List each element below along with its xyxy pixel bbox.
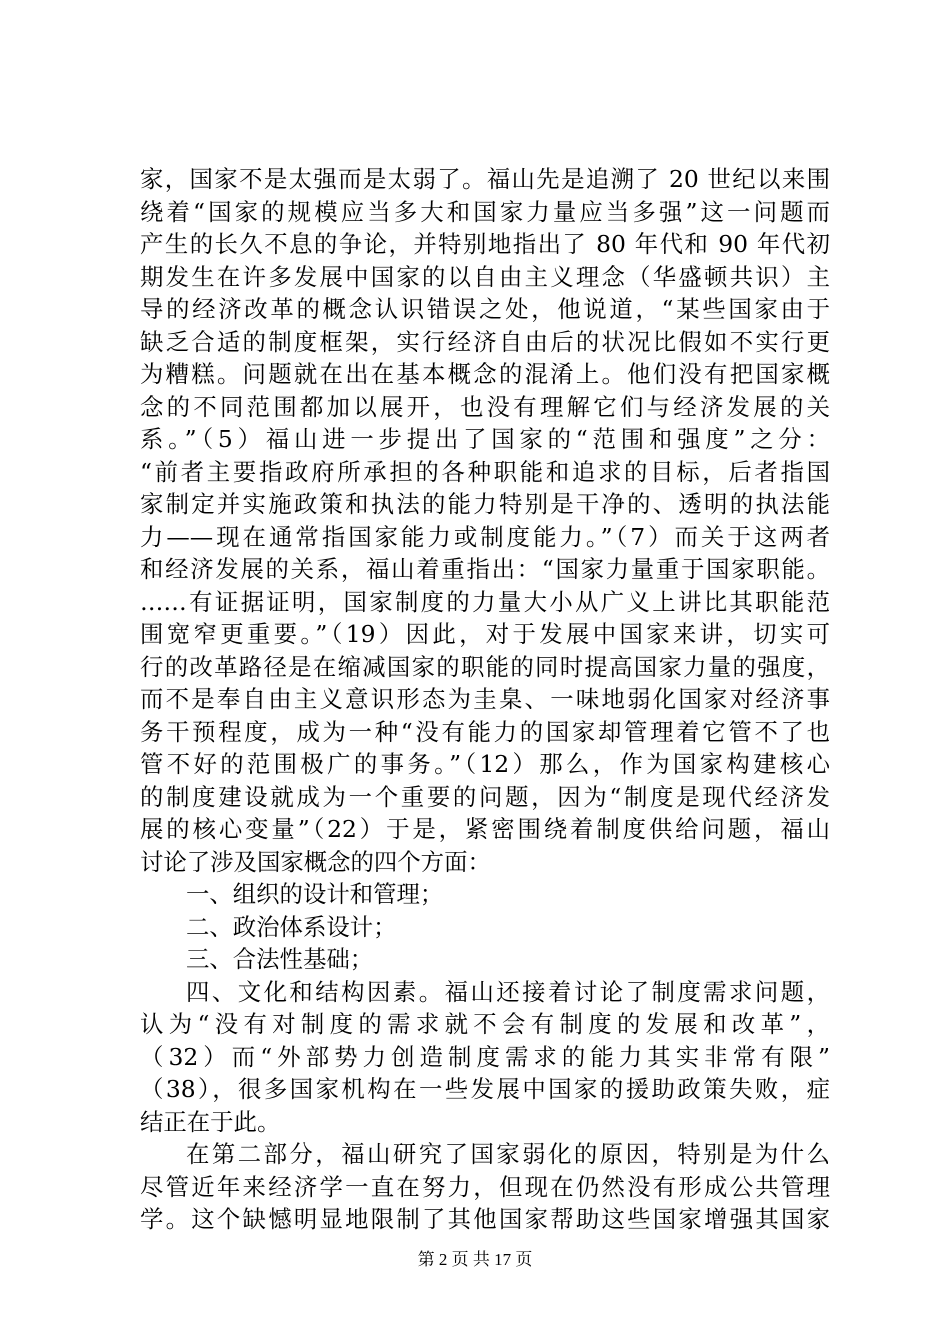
text-line: ……有证据证明，国家制度的力量大小从广义上讲比其职能范 [140, 587, 830, 616]
text-line: 讨论了涉及国家概念的四个方面： [140, 847, 491, 876]
text-line: 为糟糕。问题就在出在基本概念的混淆上。他们没有把国家概 [140, 360, 830, 388]
page-footer: 第 2 页 共 17 页 [417, 1250, 533, 1269]
text-line: （32）而“外部势力创造制度需求的能力其实非常有限” [140, 1042, 830, 1071]
text-line: 缺乏合适的制度框架，实行经济自由后的状况比假如不实行更 [140, 327, 830, 356]
text-line: 导的经济改革的概念认识错误之处，他说道，“某些国家由于 [140, 295, 830, 323]
text-line: （38），很多国家机构在一些发展中国家的援助政策失败，症 [140, 1075, 830, 1103]
body-text [140, 163, 830, 1236]
text-line: 家，国家不是太强而是太弱了。福山先是追溯了 20 世纪以来围 [140, 165, 830, 193]
text-line: 系。”（5）福山进一步提出了国家的“范围和强度”之分： [140, 425, 830, 453]
text-line: 尽管近年来经济学一直在努力，但现在仍然没有形成公共管理 [140, 1172, 830, 1201]
text-line: “前者主要指政府所承担的各种职能和追求的目标，后者指国 [140, 457, 830, 486]
text-line: 和经济发展的关系，福山着重指出：“国家力量重于国家职能。 [140, 555, 830, 583]
text-line: 在第二部分，福山研究了国家弱化的原因，特别是为什么 [186, 1140, 830, 1168]
text-line: 行的改革路径是在缩减国家的职能的同时提高国家力量的强度， [140, 652, 830, 681]
text-line: 而不是奉自由主义意识形态为圭臬、一味地弱化国家对经济事 [140, 685, 830, 713]
text-line: 务干预程度，成为一种“没有能力的国家却管理着它管不了也 [140, 717, 830, 746]
text-line: 围宽窄更重要。”（19）因此，对于发展中国家来讲，切实可 [140, 620, 830, 648]
text-line: 产生的长久不息的争论，并特别地指出了 80 年代和 90 年代初 [140, 230, 830, 258]
text-line: 二、政治体系设计； [186, 912, 397, 941]
text-line: 结正在于此。 [140, 1107, 281, 1136]
text-line: 三、合法性基础； [186, 945, 374, 973]
text-line: 力——现在通常指国家能力或制度能力。”（7）而关于这两者 [140, 522, 830, 551]
text-line: 家制定并实施政策和执法的能力特别是干净的、透明的执法能 [140, 490, 830, 518]
text-line: 念的不同范围都加以展开，也没有理解它们与经济发展的关 [140, 392, 830, 421]
text-line: 学。这个缺憾明显地限制了其他国家帮助这些国家增强其国家 [140, 1205, 830, 1233]
text-line: 四、文化和结构因素。福山还接着讨论了制度需求问题， [186, 977, 830, 1006]
text-line: 展的核心变量”（22）于是，紧密围绕着制度供给问题，福山 [140, 815, 830, 843]
text-line: 期发生在许多发展中国家的以自由主义理念（华盛顿共识）主 [140, 262, 830, 291]
text-line: 一、组织的设计和管理； [186, 880, 444, 908]
text-line: 绕着“国家的规模应当多大和国家力量应当多强”这一问题而 [140, 197, 830, 226]
text-line: 管不好的范围极广的事务。”（12）那么，作为国家构建核心 [140, 750, 830, 778]
text-line: 认为“没有对制度的需求就不会有制度的发展和改革”， [140, 1010, 830, 1038]
text-line: 的制度建设就成为一个重要的问题，因为“制度是现代经济发 [140, 782, 830, 811]
